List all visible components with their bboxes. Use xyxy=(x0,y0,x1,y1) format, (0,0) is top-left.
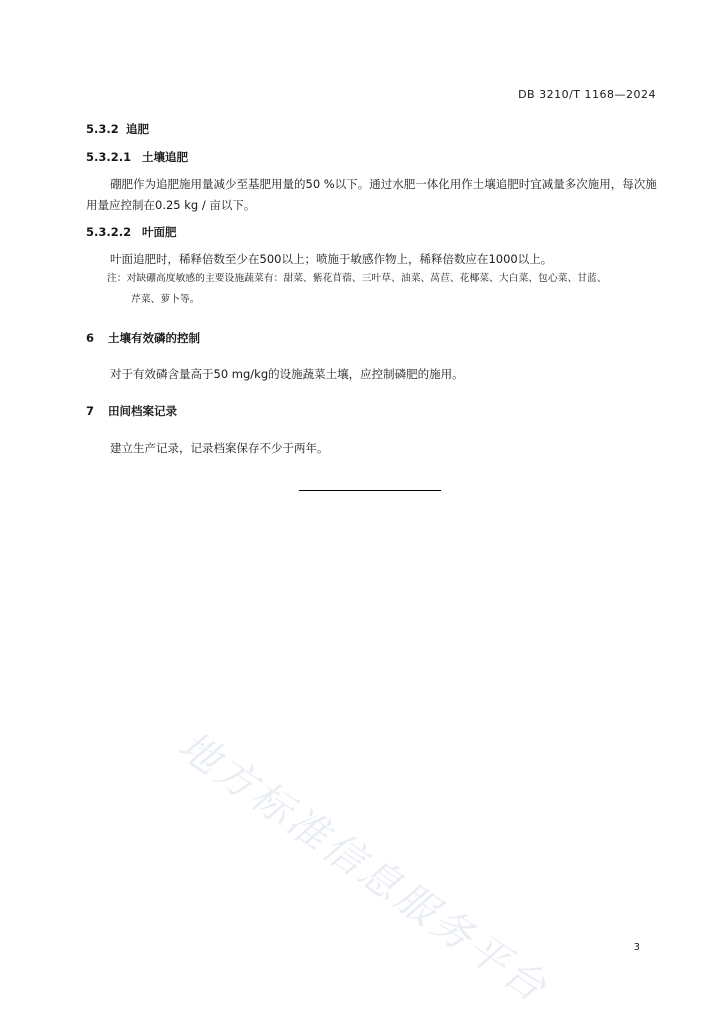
section-7-heading xyxy=(86,403,177,419)
section-6-paragraph: 对于有效磷含量高于50 mg/kg的设施蔬菜土壤，应控制磷肥的施用。 xyxy=(110,367,464,381)
end-rule xyxy=(299,490,441,491)
note-block xyxy=(107,268,667,310)
section-number: 7 xyxy=(86,404,95,418)
section-number: 5.3.2 xyxy=(86,122,119,136)
document-id-header: DB 3210/T 1168—2024 xyxy=(518,88,656,101)
section-number: 6 xyxy=(86,331,95,345)
section-title: 土壤有效磷的控制 xyxy=(108,331,200,345)
watermark: 地方标准信息服务平台 xyxy=(169,722,557,1013)
section-5-3-2-2-heading xyxy=(86,224,177,240)
section-5-3-2-1-heading xyxy=(86,149,188,165)
section-title: 追肥 xyxy=(126,122,149,136)
section-number: 5.3.2.1 xyxy=(86,150,132,164)
section-5-3-2-2-paragraph: 叶面追肥时，稀释倍数至少在500以上；喷施于敏感作物上，稀释倍数应在1000以上。 xyxy=(110,252,553,266)
section-title: 田间档案记录 xyxy=(108,404,177,418)
note-line-2: 芹菜、萝卜等。 xyxy=(131,294,200,305)
section-6-heading xyxy=(86,330,200,346)
section-title: 叶面肥 xyxy=(142,225,177,239)
note-label: 注： xyxy=(107,273,127,284)
section-number: 5.3.2.2 xyxy=(86,225,132,239)
note-text: 对缺硼高度敏感的主要设施蔬菜有：甜菜、紫花苜蓿、三叶草、油菜、莴苣、花椰菜、大白菜、包心菜、甘蓝、 xyxy=(126,273,607,284)
section-7-paragraph: 建立生产记录，记录档案保存不少于两年。 xyxy=(110,441,329,455)
section-5-3-2-heading xyxy=(86,121,149,137)
page-number: 3 xyxy=(633,942,640,953)
section-title: 土壤追肥 xyxy=(142,150,188,164)
section-5-3-2-1-paragraph: 硼肥作为追肥施用量减少至基肥用量的50 %以下。通过水肥一体化用作土壤追肥时宜减量多次施用，每次施用量应控制在0.25 kg / 亩以下。 xyxy=(86,177,657,212)
note-line-1 xyxy=(107,268,667,289)
